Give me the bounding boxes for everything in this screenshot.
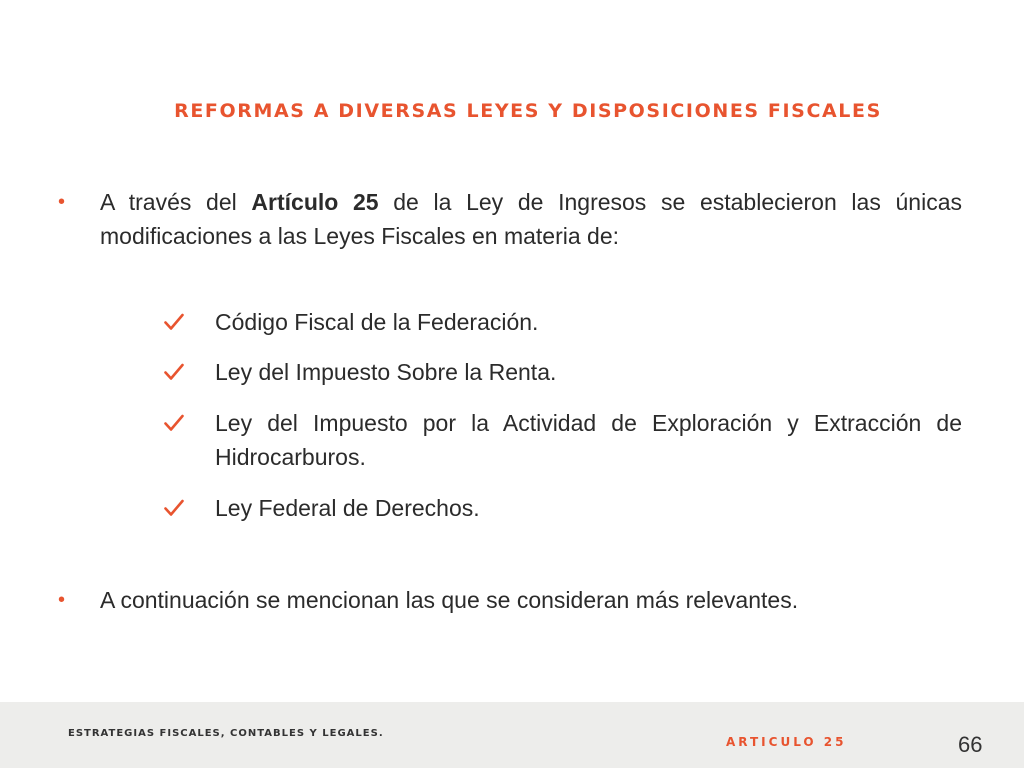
footer-section-label: ARTICULO 25 — [726, 735, 847, 749]
bullet-2-text: A continuación se mencionan las que se consideran más relevantes. — [100, 587, 799, 613]
bullet-1-bold-article: Artículo 25 — [251, 189, 379, 215]
footer-bar — [0, 702, 1024, 768]
bullet-1-text-before: A través del — [100, 189, 252, 215]
bullet-paragraph-2 — [58, 583, 962, 617]
footer-company-text: ESTRATEGIAS FISCALES, CONTABLES Y LEGALES. — [68, 728, 384, 739]
checklist-item-text: Código Fiscal de la Federación. — [215, 309, 539, 335]
checkmark-icon — [163, 491, 185, 525]
bullet-icon: • — [58, 191, 66, 213]
checklist-item-text: Ley del Impuesto Sobre la Renta. — [215, 359, 557, 385]
bullet-1-text-after: de la Ley de Ingresos se establecieron las únicas modificaciones a las Leyes Fiscales en materia de: — [100, 189, 962, 249]
checklist-item — [215, 491, 962, 525]
checklist-item-text: Ley Federal de Derechos. — [215, 495, 480, 521]
checklist-item — [215, 305, 962, 339]
bullet-icon: • — [58, 589, 66, 611]
bullet-paragraph-1 — [58, 185, 962, 253]
checkmark-icon — [163, 355, 185, 389]
checklist-item — [215, 406, 962, 474]
slide-title: REFORMAS A DIVERSAS LEYES Y DISPOSICIONES FISCALES — [174, 100, 882, 122]
checkmark-icon — [163, 406, 185, 440]
checklist-item-text: Ley del Impuesto por la Actividad de Exploración y Extracción de Hidrocarburos. — [215, 410, 962, 470]
checkmark-icon — [163, 305, 185, 339]
page-number: 66 — [958, 732, 983, 757]
checklist-item — [215, 355, 962, 389]
